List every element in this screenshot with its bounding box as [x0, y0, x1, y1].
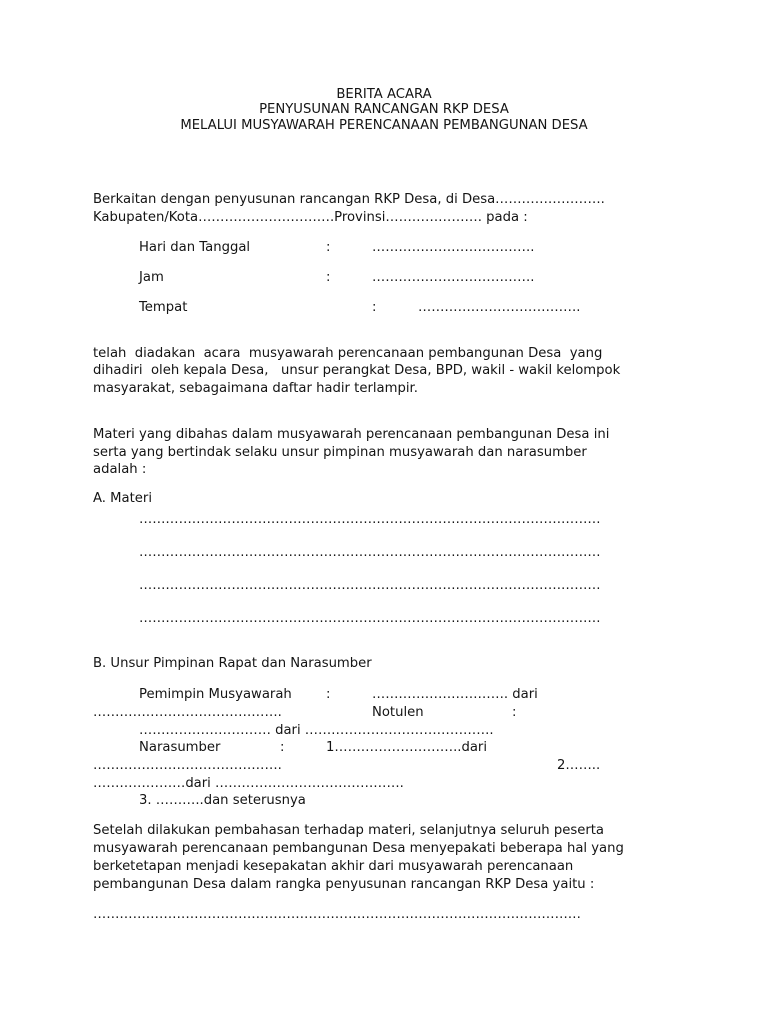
narasumber-colon: :: [280, 740, 285, 755]
pemimpin-value: …………………………. dari: [372, 687, 538, 702]
narasumber-value: 1………………………..dari: [326, 740, 487, 755]
pemimpin-label: Pemimpin Musyawarah: [139, 687, 292, 702]
para2-line-3: adalah :: [93, 462, 147, 477]
title-line-1: BERITA ACARA: [336, 87, 432, 102]
para3-line-2: musyawarah perencanaan pembangunan Desa menyepakati beberapa hal yang: [93, 841, 624, 856]
field-label-tempat: Tempat: [139, 300, 188, 315]
intro-line-1: Berkaitan dengan penyusunan rancangan RKP Desa, di Desa…………………….: [93, 192, 605, 207]
wrap4-line: …………………dari …………………………………….: [93, 776, 404, 791]
materi-line-2: ……………………………………………………………………………………………: [139, 545, 601, 560]
section-b-heading: B. Unsur Pimpinan Rapat dan Narasumber: [93, 656, 372, 671]
wrap3-dots: …………………………………….: [93, 758, 282, 773]
materi-line-4: ……………………………………………………………………………………………: [139, 611, 601, 626]
field-label-jam: Jam: [139, 270, 164, 285]
para3-dots: …………………………………………………………………………………………………: [93, 907, 581, 922]
title-line-3: MELALUI MUSYAWARAH PERENCANAAN PEMBANGUNAN DESA: [180, 118, 588, 133]
wrap2-line: ………………………… dari …………………………………….: [139, 723, 494, 738]
notulen-colon: :: [512, 705, 517, 720]
field-value-hari-tanggal: ……………………………….: [372, 240, 535, 255]
para3-line-4: pembangunan Desa dalam rangka penyusunan rancangan RKP Desa yaitu :: [93, 877, 595, 892]
materi-line-3: ……………………………………………………………………………………………: [139, 578, 601, 593]
para1-line-3: masyarakat, sebagaimana daftar hadir terlampir.: [93, 381, 418, 396]
para3-line-1: Setelah dilakukan pembahasan terhadap materi, selanjutnya seluruh peserta: [93, 823, 604, 838]
narasumber-label: Narasumber: [139, 740, 221, 755]
field-colon-hari-tanggal: :: [326, 240, 331, 255]
field-colon-jam: :: [326, 270, 331, 285]
materi-line-1: ……………………………………………………………………………………………: [139, 512, 601, 527]
intro-line-2: Kabupaten/Kota………………………….Provinsi…………………. pada :: [93, 210, 528, 225]
title-line-2: PENYUSUNAN RANCANGAN RKP DESA: [259, 102, 509, 117]
wrap1-dots: …………………………………….: [93, 705, 282, 720]
narasumber-item-2: 2……..: [557, 758, 601, 773]
pemimpin-colon: :: [326, 687, 331, 702]
para1-line-1: telah diadakan acara musyawarah perencanaan pembangunan Desa yang: [93, 346, 603, 361]
field-label-hari-tanggal: Hari dan Tanggal: [139, 240, 251, 255]
field-value-jam: ……………………………….: [372, 270, 535, 285]
para1-line-2: dihadiri oleh kepala Desa, unsur perangkat Desa, BPD, wakil - wakil kelompok: [93, 363, 621, 378]
field-value-tempat: ……………………………….: [418, 300, 581, 315]
narasumber-item-3: 3. ………..dan seterusnya: [139, 793, 306, 808]
para2-line-2: serta yang bertindak selaku unsur pimpinan musyawarah dan narasumber: [93, 445, 587, 460]
notulen-label: Notulen: [372, 705, 424, 720]
section-a-heading: A. Materi: [93, 491, 153, 506]
para2-line-1: Materi yang dibahas dalam musyawarah perencanaan pembangunan Desa ini: [93, 427, 610, 442]
field-colon-tempat: :: [372, 300, 377, 315]
para3-line-3: berketetapan menjadi kesepakatan akhir dari musyawarah perencanaan: [93, 859, 574, 874]
